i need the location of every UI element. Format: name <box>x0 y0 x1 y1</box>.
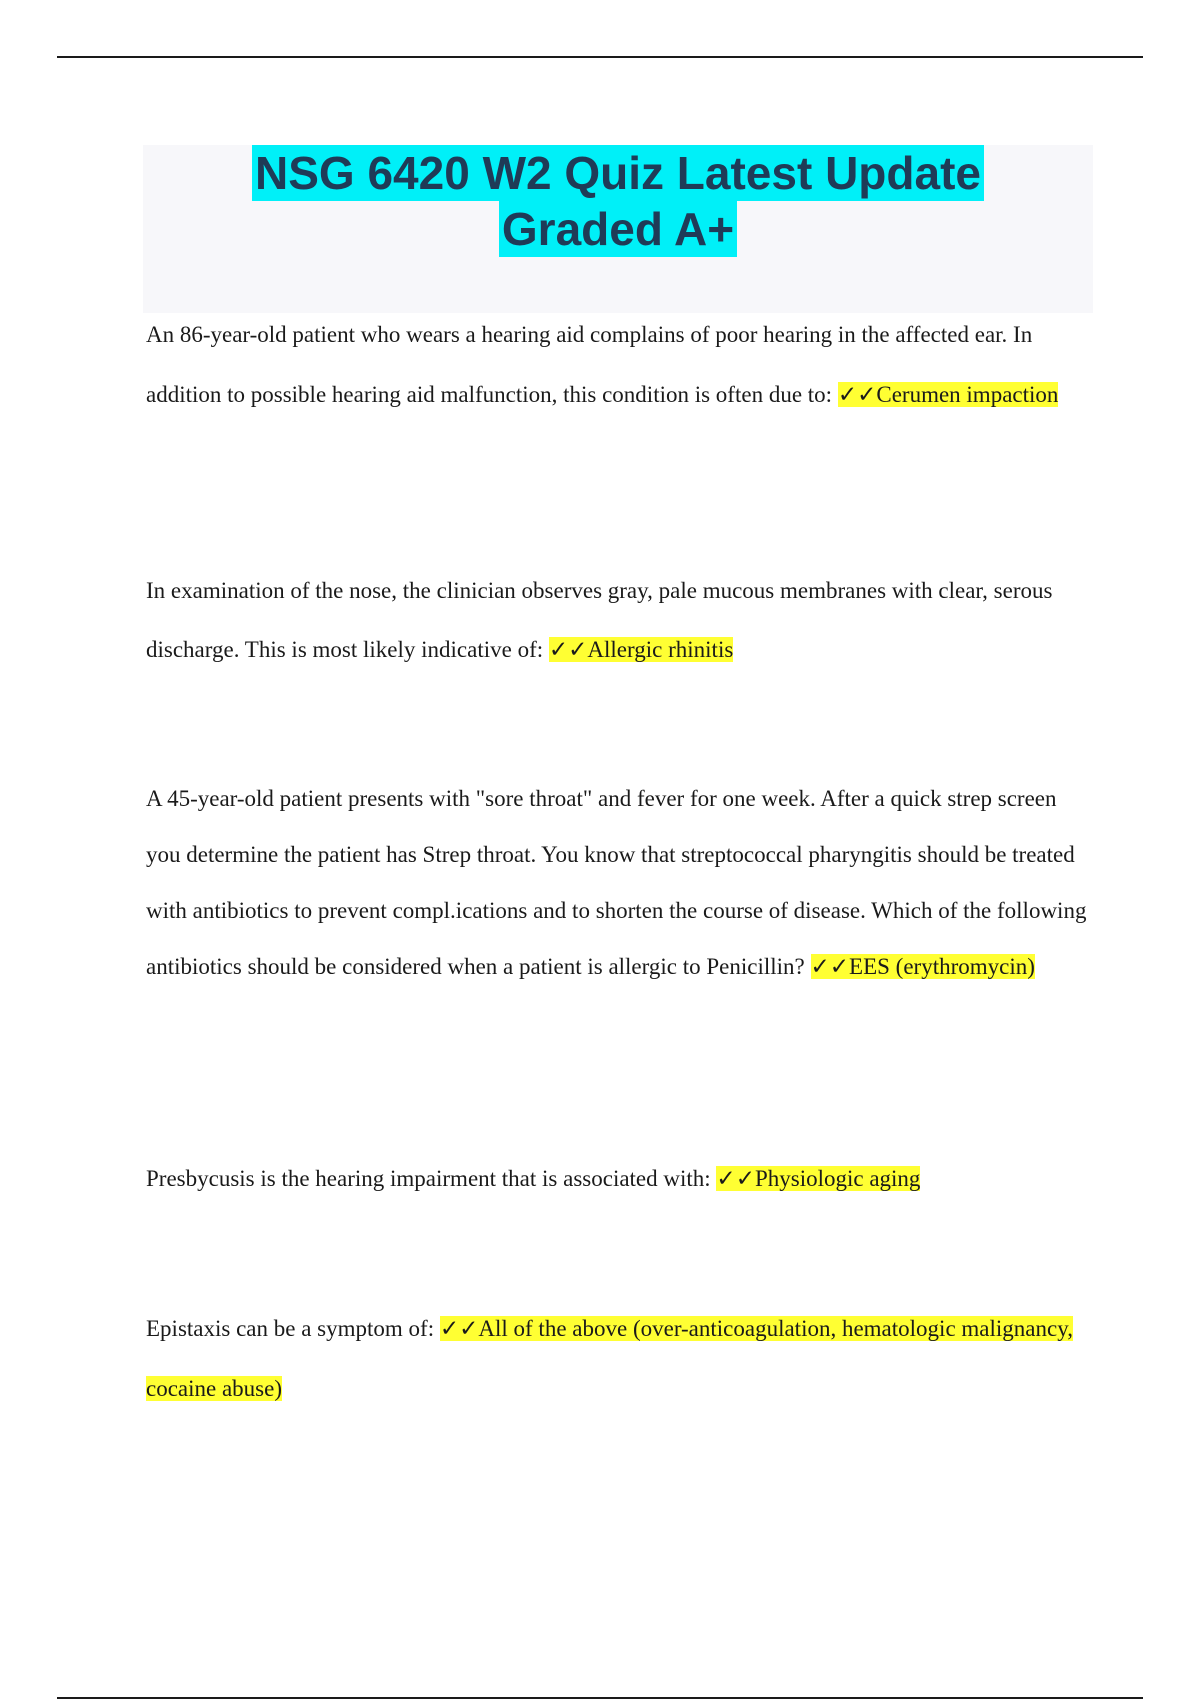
answer-text: ✓✓Physiologic aging <box>716 1166 921 1191</box>
page-title-line-1: NSG 6420 W2 Quiz Latest Update <box>252 145 984 201</box>
page-title-line-2: Graded A+ <box>499 201 737 257</box>
answer-text: ✓✓EES (erythromycin) <box>810 954 1035 979</box>
top-rule <box>57 56 1143 58</box>
question-text: In examination of the nose, the clinician observes gray, pale mucous membranes with clear, serous discharge. This is most likely indicative of: <box>146 578 1053 662</box>
qa-item-2 <box>146 561 1090 679</box>
question-text: Presbycusis is the hearing impairment that is associated with: <box>146 1166 717 1191</box>
bottom-rule <box>57 1697 1143 1699</box>
qa-item-5 <box>146 1299 1090 1419</box>
qa-item-3 <box>146 771 1090 995</box>
answer-text: ✓✓Allergic rhinitis <box>548 637 734 662</box>
question-text: Epistaxis can be a symptom of: <box>146 1316 440 1341</box>
answer-text: ✓✓Cerumen impaction <box>837 382 1059 407</box>
question-text: A 45-year-old patient presents with "sore throat" and fever for one week. After a quick strep screen you determine the patient has Strep throat. You know that streptococcal pharyngitis should be treated with antibiotics to prevent compl.ications and to shorten the course of disease. Which of the following antibiotics should be considered when a patient is allergic to Penicillin? <box>146 786 1087 979</box>
qa-item-4 <box>146 1149 1090 1209</box>
title-block <box>143 145 1093 313</box>
qa-item-1 <box>146 305 1090 425</box>
answer-text: ✓✓All of the above (over-anticoagulation, hematologic malignancy, cocaine abuse) <box>146 1316 1073 1401</box>
question-text: An 86-year-old patient who wears a hearing aid complains of poor hearing in the affected ear. In addition to possible hearing aid malfunction, this condition is often due to: <box>146 322 1033 407</box>
